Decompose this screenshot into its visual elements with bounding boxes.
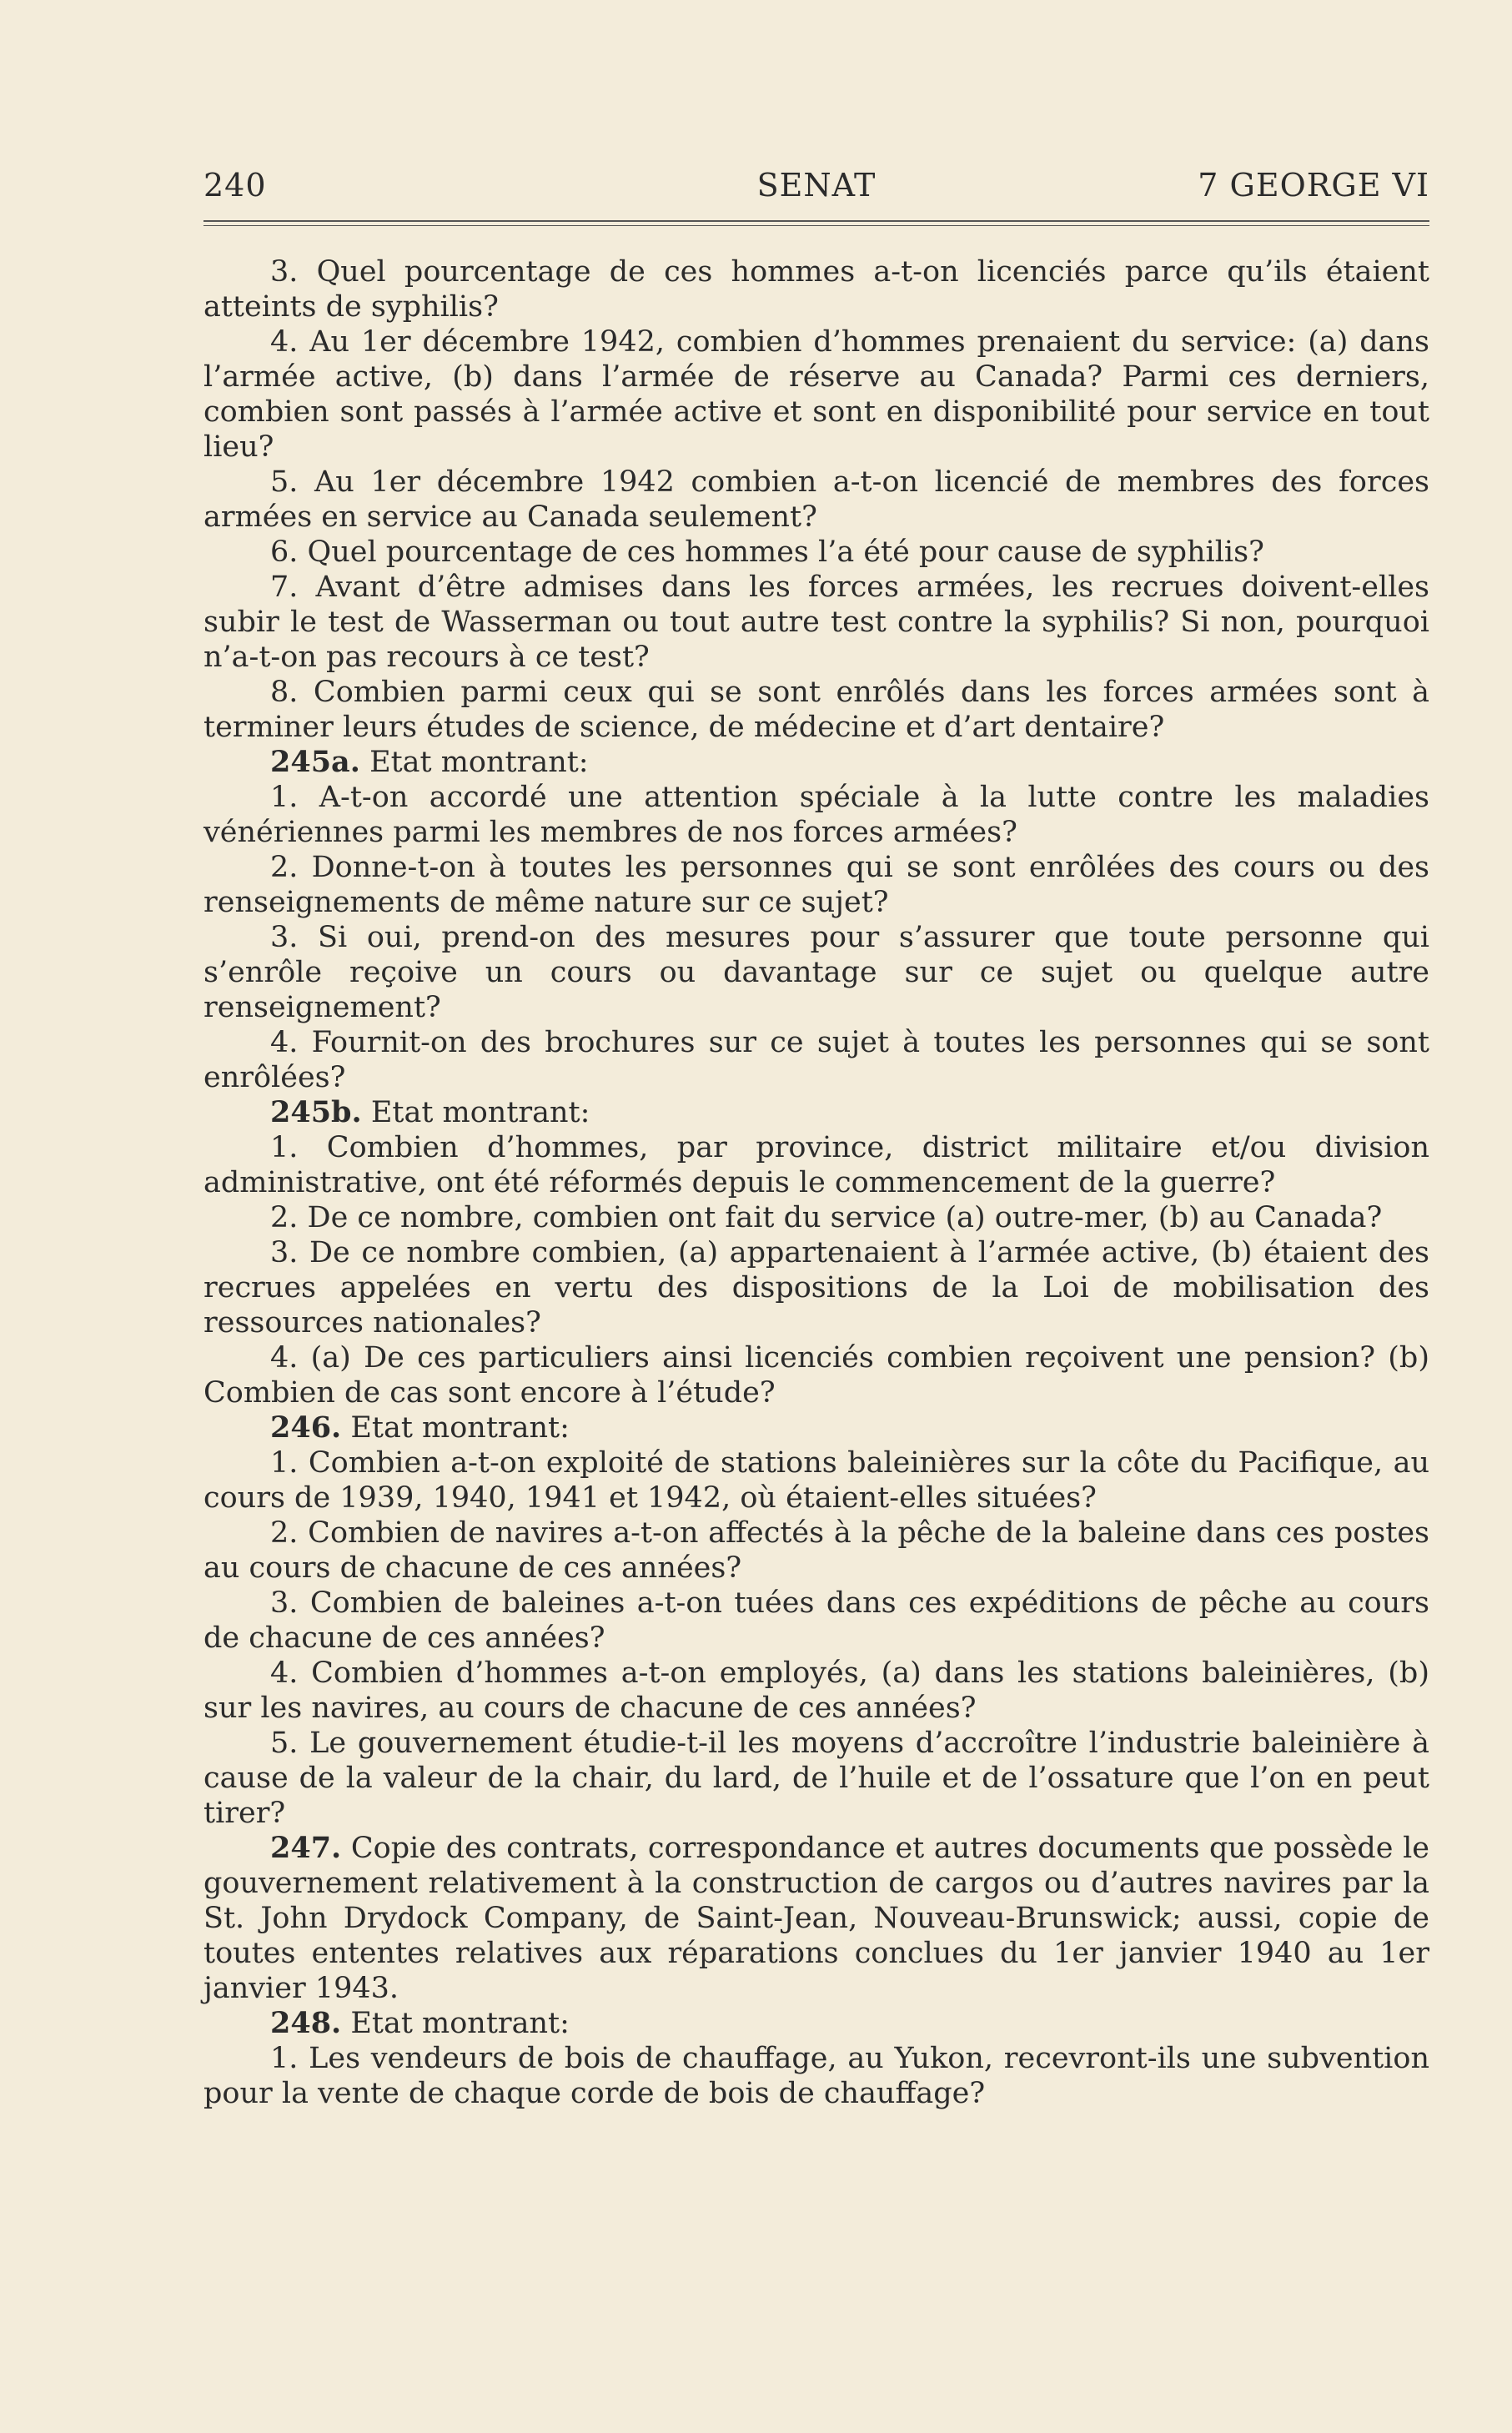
paragraph: 3. De ce nombre combien, (a) appartenaient à l’armée active, (b) étaient des recrues appelées en vertu des dispositions de la Loi de mobilisation des ressources nationales? bbox=[203, 1236, 1429, 1340]
section-heading: 245a. Etat montrant: bbox=[270, 745, 589, 779]
paragraph: 2. Combien de navires a-t-on affectés à la pêche de la baleine dans ces postes au cours de chacune de ces années? bbox=[203, 1516, 1429, 1585]
paragraph: 4. Au 1er décembre 1942, combien d’hommes prenaient du service: (a) dans l’armée active, (b) dans l’armée de réserve au Canada? Parmi ces derniers, combien sont passés à l’armée active et sont en disponibilité pour service en tout lieu? bbox=[203, 325, 1429, 464]
header-rule bbox=[203, 220, 1429, 226]
paragraph: 2. Donne-t-on à toutes les personnes qui se sont enrôlées des cours ou des renseignements de même nature sur ce sujet? bbox=[203, 851, 1429, 919]
paragraph: 4. Combien d’hommes a-t-on employés, (a) dans les stations baleinières, (b) sur les navires, au cours de chacune de ces années? bbox=[203, 1656, 1429, 1725]
paragraph: 1. Combien a-t-on exploité de stations baleinières sur la côte du Pacifique, au cours de 1939, 1940, 1941 et 1942, où étaient-elles situées? bbox=[203, 1446, 1429, 1515]
section-number: 247. bbox=[270, 1831, 342, 1865]
section-paragraph: 247. Copie des contrats, correspondance et autres documents que possède le gouvernement relativement à la construction de cargos ou d’autres navires par la St. John Drydock Company, de Saint-Jean, Nouveau-Brunswick; aussi, copie de toutes ententes relatives aux réparations conclues du 1er janvier 1940 au 1er janvier 1943. bbox=[203, 1831, 1429, 2005]
page-number: 240 bbox=[203, 167, 267, 204]
paragraph: 3. Quel pourcentage de ces hommes a-t-on licenciés parce qu’ils étaient atteints de syphilis? bbox=[203, 255, 1429, 324]
paragraph: 4. (a) De ces particuliers ainsi licenciés combien reçoivent une pension? (b) Combien de cas sont encore à l’étude? bbox=[203, 1341, 1429, 1410]
paragraph: 1. Les vendeurs de bois de chauffage, au Yukon, recevront-ils une subvention pour la vente de chaque corde de bois de chauffage? bbox=[203, 2042, 1429, 2110]
page bbox=[203, 150, 1429, 2111]
section-number: 246. bbox=[270, 1410, 342, 1445]
paragraph: 1. Combien d’hommes, par province, district militaire et/ou division administrative, ont été réformés depuis le commencement de la guerre? bbox=[203, 1131, 1429, 1199]
page-title: SENAT bbox=[756, 167, 877, 204]
section-heading: 248. Etat montrant: bbox=[270, 2006, 570, 2040]
paragraph: 5. Le gouvernement étudie-t-il les moyens d’accroître l’industrie baleinière à cause de la valeur de la chair, du lard, de l’huile et de l’ossature que l’on en peut tirer? bbox=[203, 1727, 1429, 1830]
paragraph: 6. Quel pourcentage de ces hommes l’a été pour cause de syphilis? bbox=[270, 535, 1264, 569]
paragraph: 4. Fournit-on des brochures sur ce sujet à toutes les personnes qui se sont enrôlées? bbox=[203, 1026, 1429, 1094]
section-number: 245b. bbox=[270, 1095, 362, 1129]
paragraph: 3. Combien de baleines a-t-on tuées dans ces expéditions de pêche au cours de chacune de ces années? bbox=[203, 1586, 1429, 1655]
paragraph: 5. Au 1er décembre 1942 combien a-t-on licencié de membres des forces armées en service au Canada seulement? bbox=[203, 465, 1429, 534]
paragraph: 7. Avant d’être admises dans les forces armées, les recrues doivent-elles subir le test de Wasserman ou tout autre test contre la syphilis? Si non, pourquoi n’a-t-on pas recours à ce test? bbox=[203, 571, 1429, 674]
document-body bbox=[203, 254, 1429, 2111]
section-heading: 246. Etat montrant: bbox=[270, 1410, 570, 1445]
session-label: 7 GEORGE VI bbox=[1198, 167, 1429, 204]
paragraph: 3. Si oui, prend-on des mesures pour s’assurer que toute personne qui s’enrôle reçoive un cours ou davantage sur ce sujet ou quelque autre renseignement? bbox=[203, 921, 1429, 1024]
paragraph: 1. A-t-on accordé une attention spéciale à la lutte contre les maladies vénériennes parmi les membres de nos forces armées? bbox=[203, 781, 1429, 849]
paragraph: 8. Combien parmi ceux qui se sont enrôlés dans les forces armées sont à terminer leurs études de science, de médecine et d’art dentaire? bbox=[203, 676, 1429, 744]
running-head bbox=[203, 150, 1429, 209]
section-number: 245a. bbox=[270, 745, 360, 779]
paragraph: 2. De ce nombre, combien ont fait du service (a) outre-mer, (b) au Canada? bbox=[270, 1201, 1383, 1234]
section-heading: 245b. Etat montrant: bbox=[270, 1095, 590, 1129]
section-number: 248. bbox=[270, 2006, 342, 2040]
